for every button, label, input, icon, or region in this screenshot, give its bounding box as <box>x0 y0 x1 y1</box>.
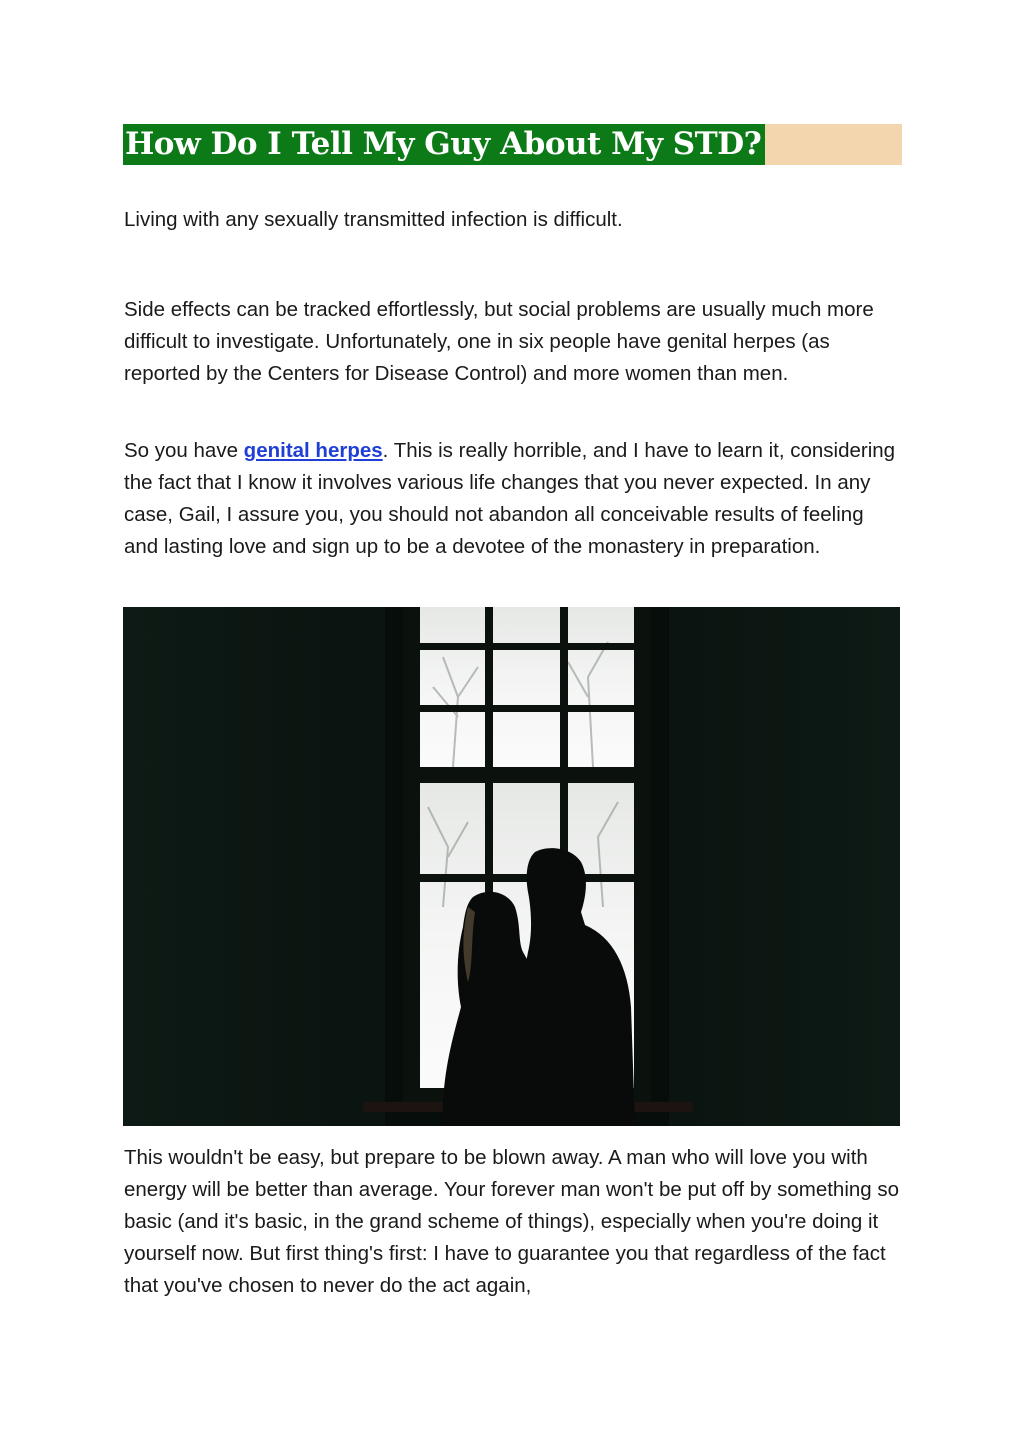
paragraph-text-end: . This is really horrible, and I have to learn it, considering the fact that I know it involves various life changes that you never expected. In any case, Gail, I assure you, you should not abandon all conceivable results of feeling and lasting love and sign up to be a devotee of the monastery in preparation. <box>124 439 896 558</box>
paragraph-genital-herpes <box>124 435 900 563</box>
paragraph-text-start: So you have <box>124 439 244 462</box>
paragraph-side-effects: Side effects can be tracked effortlessly, but social problems are usually much more difficult to investigate. Unfortunately, one in six people have genital herpes (as reported by the Centers for Disease Control) and more women than men. <box>124 298 874 385</box>
paragraph-conclusion: This wouldn't be easy, but prepare to be blown away. A man who will love you with energy will be better than average. Your forever man won't be put off by something so basic (and it's basic, in the grand scheme of things), especially when you're doing it yourself now. But first thing's first: I have to guarantee you that regardless of the fact that you've chosen to never do the act again, <box>124 1146 900 1297</box>
page-title: How Do I Tell My Guy About My STD? <box>123 124 765 165</box>
couple-silhouette-photo <box>123 607 900 1126</box>
genital-herpes-link[interactable]: genital herpes <box>243 439 383 462</box>
intro-paragraph: Living with any sexually transmitted infection is difficult. <box>124 208 623 231</box>
title-banner <box>123 124 902 165</box>
